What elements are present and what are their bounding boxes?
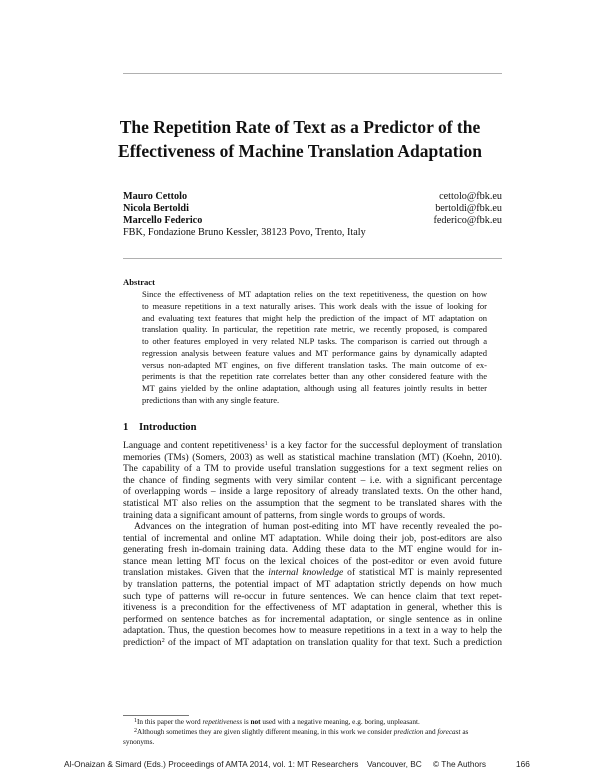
abstract-line: and evaluating text features that might help the prediction of the impact of MT adaptation on [142, 312, 487, 323]
body-line: The capability of a TM to provide useful translation suggestions for a text segment relies on [123, 463, 502, 475]
author-email-3[interactable]: federico@fbk.eu [433, 215, 502, 226]
author-name-1: Mauro Cettolo [123, 191, 188, 202]
footnote-1: $^1$In this paper the word repetitiveness is not used with a negative meaning, e.g. boring, unpleasant. [134, 718, 420, 726]
author-name-3: Marcello Federico [123, 215, 203, 226]
title-line-2: Effectiveness of Machine Translation Adaptation [118, 141, 482, 161]
footnote-ref-2[interactable]: 2 [161, 637, 165, 644]
footnote-ref-1[interactable]: 1 [264, 441, 268, 447]
body-line: performed on sentence batches as for incremental adaptation, or single sentence as in online [123, 613, 502, 625]
body-line: stance mean letting MT focus on the lexical choices of the post-editor or even avoid future [123, 555, 502, 567]
middle-rule [123, 258, 502, 259]
abstract-line: Since the effectiveness of MT adaptation relies on the text repetitiveness, the question on how [142, 289, 487, 299]
footer-proceedings: Al-Onaizan & Simard (Eds.) Proceedings of AMTA 2014, vol. 1: MT Researchers [64, 759, 359, 769]
abstract-line: translation quality. In particular, the repetition rate metric, we recently proposed, is compared [142, 324, 487, 335]
abstract-line: to measure repetitions in a text naturally arises. This work deals with the issue of looking for [142, 300, 487, 311]
abstract-heading: Abstract [123, 277, 155, 287]
author-name-2: Nicola Bertoldi [123, 203, 189, 214]
body-line: adaptation. Thus, the question becomes how to measure repetitions in a text in a way to help the [123, 625, 502, 637]
author-email-1[interactable]: cettolo@fbk.eu [439, 191, 502, 202]
abstract-line: MT gains yielded by the online adaptation, although using all features jointly results in better [142, 383, 487, 393]
intro-paragraph-2 [123, 521, 502, 649]
footer-location: Vancouver, BC [367, 759, 422, 769]
body-line: prediction$^2$ of the impact of MT adaptation on translation quality for that text. Such a prediction [123, 636, 502, 648]
body-line: of overlapping words – inside a large repository of already translated texts. On the other hand, [123, 486, 502, 498]
body-line: generating fresh in-domain training data. Adding these data to the MT engine would for in- [123, 544, 502, 556]
affiliation: FBK, Fondazione Bruno Kessler, 38123 Povo, Trento, Italy [123, 227, 366, 238]
emphasis-internal-knowledge: internal knowledge [268, 567, 344, 579]
paper-title [90, 115, 510, 163]
body-line: training data a significant amount of patterns, from single words to groups of words. [123, 509, 446, 521]
body-line: tential of incremental and online MT adaptation. While doing their job, post-editors are also [123, 532, 502, 544]
section-title: Introduction [139, 422, 197, 433]
intro-paragraph-1 [123, 440, 502, 521]
abstract-line: to other features employed in very related NLP tasks. The comparison is carried out through a [142, 336, 487, 346]
abstract-line: periments is that the repetition rate correlates better than any other considered feature with the [142, 371, 487, 382]
title-line-1: The Repetition Rate of Text as a Predictor of the [119, 117, 481, 137]
body-line: memories (TMs) (Somers, 2003) as well as statistical machine translation (MT) (Koehn, 2010). [123, 451, 502, 463]
footnote-2: $^2$Although sometimes they are given slightly different meaning, in this work we consider prediction and forecast as synonyms. [123, 728, 469, 746]
body-line: Advances on the integration of human post-editing into MT have recently revealed the po- [134, 521, 502, 532]
body-line: the chance of finding segments with very similar content – i.e. with a significant percentage [123, 474, 502, 486]
top-rule [123, 73, 502, 74]
body-line: Language and content repetitiveness$^1$ is a key factor for the successful deployment of translation [123, 440, 503, 451]
abstract-line: regression analysis between feature values and MT performance gains by dynamically adapted [142, 347, 487, 358]
footnote-rule [123, 715, 189, 716]
body-line: itiveness is a precondition for the effectiveness of MT adaptation in general, whether this is [123, 602, 502, 614]
body-line: statistical MT also relies on the assumption that the segment to be translated shares with the [123, 497, 502, 509]
section-heading [123, 422, 197, 433]
author-email-2[interactable]: bertoldi@fbk.eu [435, 203, 502, 214]
footer-copyright: © The Authors [433, 759, 487, 769]
abstract-body [142, 289, 487, 407]
footer-page-number: 166 [516, 759, 530, 769]
abstract-line: versus non-adapted MT engines, on five different translation tasks. The main outcome of ex- [142, 359, 487, 370]
section-number: 1 [123, 422, 129, 433]
body-line: translation mistakes. Given that the internal knowledge of statistical MT is mainly represented [123, 567, 502, 579]
body-line: such type of patterns will re-occur in future sentences. We can hence claim that text repet- [123, 590, 502, 602]
abstract-line: predictions than with any single feature. [142, 394, 280, 405]
body-line: by translation patterns, the potential impact of MT adaptation strictly depends on how much [123, 578, 502, 590]
